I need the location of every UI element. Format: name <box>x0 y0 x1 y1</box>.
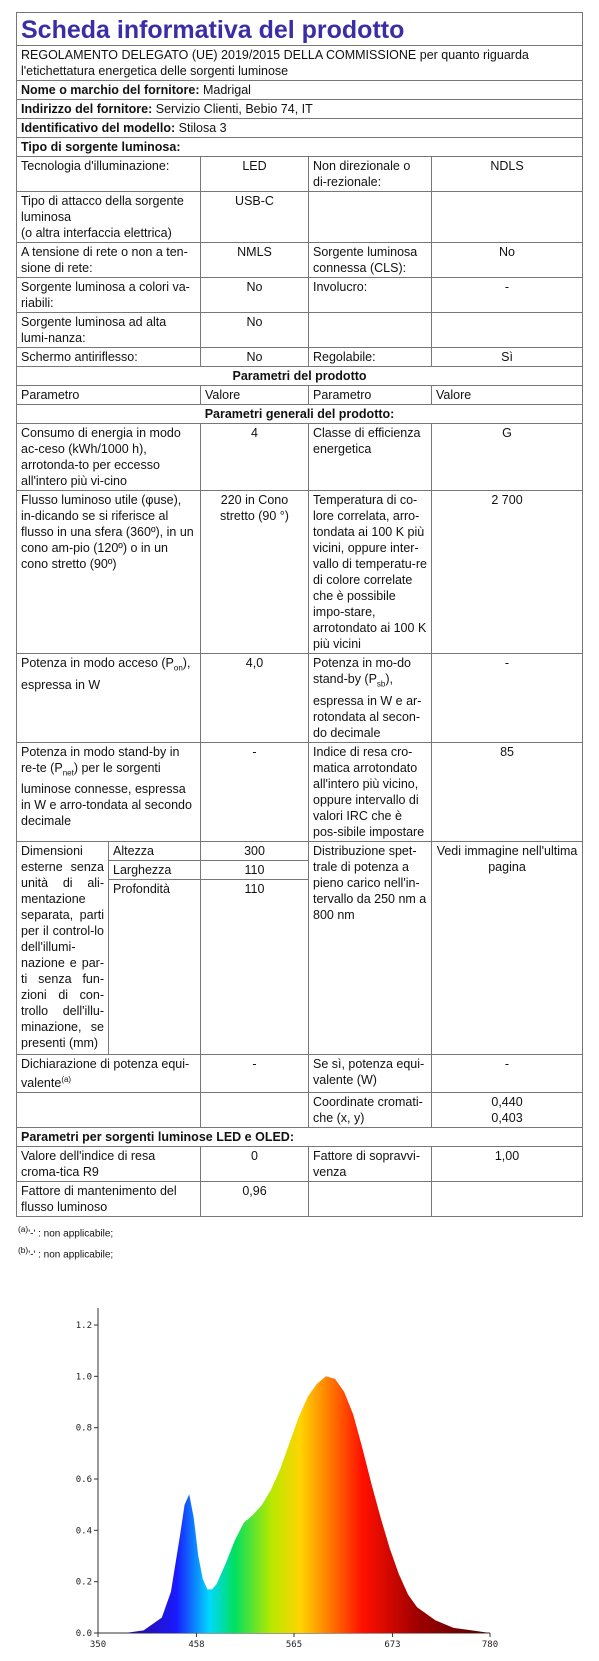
param-label2-text: Potenza in mo-do stand-by (P <box>313 656 411 686</box>
model-label: Identificativo del modello: <box>21 121 176 135</box>
dimension-name-width: Larghezza <box>109 860 201 879</box>
x-tick-label: 673 <box>384 1640 401 1650</box>
source-row-value2: No <box>432 243 583 278</box>
source-row-value2: NDLS <box>432 157 583 192</box>
source-row-value: USB-C <box>201 192 309 243</box>
supplier-name-label: Nome o marchio del fornitore: <box>21 83 200 97</box>
dimension-name-height: Altezza <box>109 841 201 860</box>
dimensions-row <box>17 841 583 860</box>
y-tick-label: 0.0 <box>75 1629 92 1639</box>
footnote-mark: (b) <box>18 1244 29 1255</box>
led-param-label: Fattore di mantenimento del flusso luminoso <box>17 1181 201 1216</box>
led-param-value2: 1,00 <box>432 1146 583 1181</box>
source-row-label2 <box>309 192 432 243</box>
footnote-mark: (a) <box>61 1074 72 1084</box>
col-header-value2: Valore <box>432 386 583 405</box>
param-value2: 2 700 <box>432 491 583 654</box>
dimensions-label: Dimensioni esterne senza unità di ali-mentazione separata, parti per il control-lo dell'illumi-nazione e par-ti senza fun-zioni di con-trollo dell'illu-minazione, se presenti (mm) <box>17 841 109 1054</box>
param-value: 4,0 <box>201 654 309 743</box>
chromaticity-values <box>432 1092 583 1127</box>
param-value2: G <box>432 424 583 491</box>
footnote-a <box>18 1221 580 1242</box>
source-row-value2: Sì <box>432 348 583 367</box>
model-id: Stilosa 3 <box>178 121 227 135</box>
param-label-sub: net <box>62 768 74 777</box>
y-tick-label: 0.8 <box>75 1423 92 1434</box>
source-row <box>17 157 583 192</box>
source-row-label2: Non direzionale o di-rezionale: <box>309 157 432 192</box>
x-tick-label: 350 <box>89 1640 107 1650</box>
param-label2: Indice di resa cro-matica arrotondato all'intero più vicino, oppure intervallo di valori IRC che è pos-sibile impostare <box>309 742 432 841</box>
param-value: - <box>201 742 309 841</box>
led-param-row <box>17 1146 583 1181</box>
x-tick-label: 780 <box>481 1640 499 1650</box>
dimension-name-depth: Profondità <box>109 879 201 1054</box>
param-label2 <box>309 654 432 743</box>
source-row-label2: Sorgente luminosa connessa (CLS): <box>309 243 432 278</box>
source-row-label: Tipo di attacco della sorgente luminosa (o altra interfaccia elettrica) <box>17 192 201 243</box>
param-label-text2: ) per le sorgenti luminose connesse, espressa in W e arro-tondata al secondo decimale <box>21 760 192 828</box>
source-row-label: Tecnologia d'illuminazione: <box>17 157 201 192</box>
source-row-value: No <box>201 348 309 367</box>
param-value: 4 <box>201 424 309 491</box>
param-label <box>17 654 201 743</box>
dimension-value-height: 300 <box>201 841 309 860</box>
regulation-text: REGOLAMENTO DELEGATO (UE) 2019/2015 DELLA COMMISSIONE per quanto riguarda l'etichettatura energetica delle sorgenti luminose <box>17 46 583 81</box>
source-row-value: NMLS <box>201 243 309 278</box>
source-row-value: No <box>201 278 309 313</box>
param-value2: 85 <box>432 742 583 841</box>
source-row-label: Schermo antiriflesso: <box>17 348 201 367</box>
spectrum-area <box>125 1376 490 1633</box>
product-info-table <box>16 12 583 1217</box>
footnotes <box>16 1217 582 1264</box>
param-label2: Classe di efficienza energetica <box>309 424 432 491</box>
product-params-heading: Parametri del prodotto <box>17 367 583 386</box>
source-row <box>17 278 583 313</box>
source-row-value: LED <box>201 157 309 192</box>
footnote-text: '-' : non applicabile; <box>28 1249 114 1261</box>
equivalent-power-value: - <box>201 1054 309 1092</box>
led-param-label2: Fattore di sopravvi-venza <box>309 1146 432 1181</box>
y-tick-label: 1.0 <box>75 1372 92 1383</box>
led-param-label: Valore dell'indice di resa croma-tica R9 <box>17 1146 201 1181</box>
source-row <box>17 243 583 278</box>
param-row <box>17 742 583 841</box>
product-info-sheet <box>16 12 582 1263</box>
supplier-address: Servizio Clienti, Bebio 74, IT <box>155 102 313 116</box>
source-row-value2: - <box>432 278 583 313</box>
param-label <box>17 742 201 841</box>
supplier-address-row <box>17 100 583 119</box>
y-tick-label: 0.4 <box>75 1526 92 1537</box>
model-row <box>17 119 583 138</box>
source-row-label: Sorgente luminosa a colori va-riabili: <box>17 278 201 313</box>
led-param-value2 <box>432 1181 583 1216</box>
spectral-distribution-label: Distribuzione spet-trale di potenza a pieno carico nell'in-tervallo da 250 nm a 800 nm <box>309 841 432 1054</box>
equivalent-power-row <box>17 1054 583 1092</box>
source-row-label2: Regolabile: <box>309 348 432 367</box>
chromaticity-y: 0,403 <box>491 1110 523 1125</box>
dimension-value-depth: 110 <box>201 879 309 1054</box>
led-param-label2 <box>309 1181 432 1216</box>
empty-cell <box>17 1092 201 1127</box>
param-row <box>17 491 583 654</box>
equivalent-power-value2: - <box>432 1054 583 1092</box>
param-label-text2: ), espressa in W <box>21 656 191 692</box>
param-label-sub: on <box>173 663 183 673</box>
supplier-name-row <box>17 81 583 100</box>
spectral-distribution-chart <box>60 1288 540 1658</box>
column-header-row <box>17 386 583 405</box>
led-params-heading: Parametri per sorgenti luminose LED e OLED: <box>17 1127 583 1146</box>
param-label: Consumo di energia in modo ac-ceso (kWh/1000 h), arrotonda-to per eccesso all'intero più vi-cino <box>17 424 201 491</box>
x-tick-label: 565 <box>285 1640 303 1650</box>
col-header-param2: Parametro <box>309 386 432 405</box>
led-param-value: 0 <box>201 1146 309 1181</box>
supplier-name: Madrigal <box>202 83 251 97</box>
param-label: Flusso luminoso utile (φuse), in-dicando se si riferisce al flusso in una sfera (360º), in un cono am-pio (120º) o in un cono stretto (90º) <box>17 491 201 654</box>
source-type-heading: Tipo di sorgente luminosa: <box>17 138 583 157</box>
param-label2-sub: sb <box>376 679 386 689</box>
source-row-label: Sorgente luminosa ad alta lumi-nanza: <box>17 313 201 348</box>
y-tick-label: 1.2 <box>75 1321 92 1331</box>
source-row-value: No <box>201 313 309 348</box>
chromaticity-label: Coordinate cromati-che (x, y) <box>309 1092 432 1127</box>
param-label2-text2: ), espressa in W e ar-rotondata al secon-do decimale <box>313 672 422 740</box>
led-param-value: 0,96 <box>201 1181 309 1216</box>
source-row-label: A tensione di rete o non a ten-sione di rete: <box>17 243 201 278</box>
general-params-heading: Parametri generali del prodotto: <box>17 405 583 424</box>
chromaticity-row <box>17 1092 583 1127</box>
source-row <box>17 313 583 348</box>
empty-cell <box>201 1092 309 1127</box>
supplier-address-label: Indirizzo del fornitore: <box>21 102 153 116</box>
equivalent-power-text: Dichiarazione di potenza equi-valente <box>21 1056 190 1090</box>
x-tick-label: 458 <box>188 1640 205 1650</box>
led-param-row <box>17 1181 583 1216</box>
source-row-label2: Involucro: <box>309 278 432 313</box>
page-title: Scheda informativa del prodotto <box>17 13 583 46</box>
param-row <box>17 424 583 491</box>
y-tick-label: 0.6 <box>75 1475 92 1485</box>
param-value2: - <box>432 654 583 743</box>
equivalent-power-label2: Se sì, potenza equi-valente (W) <box>309 1054 432 1092</box>
footnote-mark: (a) <box>18 1223 29 1234</box>
col-header-param: Parametro <box>17 386 201 405</box>
footnote-text: '-' : non applicabile; <box>28 1227 114 1239</box>
source-row-value2 <box>432 192 583 243</box>
source-row-label2 <box>309 313 432 348</box>
dimension-value-width: 110 <box>201 860 309 879</box>
equivalent-power-label <box>17 1054 201 1092</box>
chromaticity-x: 0,440 <box>491 1094 523 1109</box>
param-label-text: Potenza in modo stand-by in re-te (P <box>21 744 180 775</box>
source-row <box>17 192 583 243</box>
footnote-b <box>18 1242 580 1263</box>
col-header-value: Valore <box>201 386 309 405</box>
source-row-value2 <box>432 313 583 348</box>
spectral-distribution-value: Vedi immagine nell'ultima pagina <box>432 841 583 1054</box>
param-value: 220 in Cono stretto (90 °) <box>201 491 309 654</box>
param-row <box>17 654 583 743</box>
param-label2: Temperatura di co-lore correlata, arro-tondata ai 100 K più vicini, oppure inter-vallo di temperatu-re di colore correlate che è possibile impo-stare, arrotondato ai 100 K più vicini <box>309 491 432 654</box>
y-tick-label: 0.2 <box>75 1577 92 1588</box>
param-label-text: Potenza in modo acceso (P <box>21 656 174 670</box>
source-row <box>17 348 583 367</box>
